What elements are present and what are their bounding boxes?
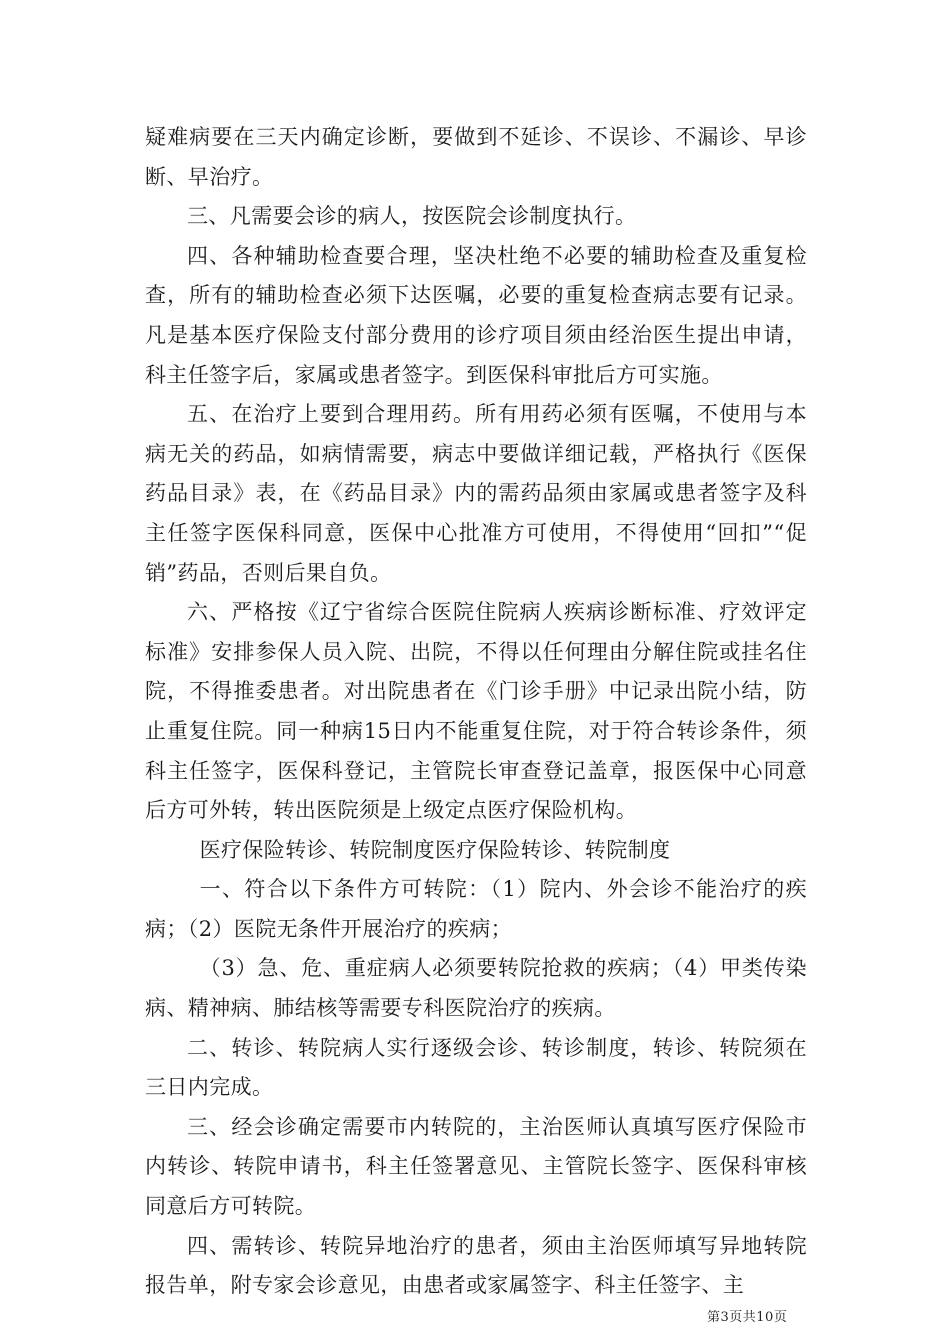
paragraph-3: 四、各种辅助检查要合理，坚决杜绝不必要的辅助检查及重复检查，所有的辅助检查必须下达医嘱，必要的重复检查病志要有记录。凡是基本医疗保险支付部分费用的诊疗项目须由经治医生提出申请，科主任签字后，家属或患者签字。到医保科审批后方可实施。 xyxy=(145,243,807,387)
section-heading: 医疗保险转诊、转院制度医疗保险转诊、转院制度 xyxy=(199,837,671,862)
paragraph-5: 六、严格按《辽宁省综合医院住院病人疾病诊断标准、疗效评定标准》安排参保人员入院、出院，不得以任何理由分解住院或挂名住院，不得推委患者。对出院患者在《门诊手册》中记录出院小结，防止重复住院。同一种病15日内不能重复住院，对于符合转诊条件，须科主任签字，医保科登记，主管院长审查登记盖章，报医保中心同意后方可外转，转出医院须是上级定点医疗保险机构。 xyxy=(145,600,807,823)
paragraph-2: 三、凡需要会诊的病人，按医院会诊制度执行。 xyxy=(187,204,637,229)
document-body xyxy=(145,118,807,1306)
paragraph-7: 一、符合以下条件方可转院：（1）院内、外会诊不能治疗的疾病；（2）医院无条件开展治疗的疾病； xyxy=(145,877,807,941)
paragraph-1: 疑难病要在三天内确定诊断，要做到不延诊、不误诊、不漏诊、早诊断、早治疗。 xyxy=(145,125,807,189)
page-number-footer: 第3页共10页 xyxy=(707,1310,788,1325)
paragraph-11: 四、需转诊、转院异地治疗的患者，须由主治医师填写异地转院报告单，附专家会诊意见，由患者或家属签字、科主任签字、主 xyxy=(145,1233,807,1298)
paragraph-10: 三、经会诊确定需要市内转院的，主治医师认真填写医疗保险市内转诊、转院申请书，科主任签署意见、主管院长签字、医保科审核同意后方可转院。 xyxy=(145,1114,807,1219)
paragraph-9: 二、转诊、转院病人实行逐级会诊、转诊制度，转诊、转院须在三日内完成。 xyxy=(145,1035,807,1100)
paragraph-4: 五、在治疗上要到合理用药。所有用药必须有医嘱，不使用与本病无关的药品，如病情需要，病志中要做详细记载，严格执行《医保药品目录》表，在《药品目录》内的需药品须由家属或患者签字及科主任签字医保科同意，医保中心批准方可使用，不得使用“回扣”“促销”药品，否则后果自负。 xyxy=(145,402,807,585)
paragraph-8: （3）急、危、重症病人必须要转院抢救的疾病；（4）甲类传染病、精神病、肺结核等需要专科医院治疗的疾病。 xyxy=(145,956,807,1021)
